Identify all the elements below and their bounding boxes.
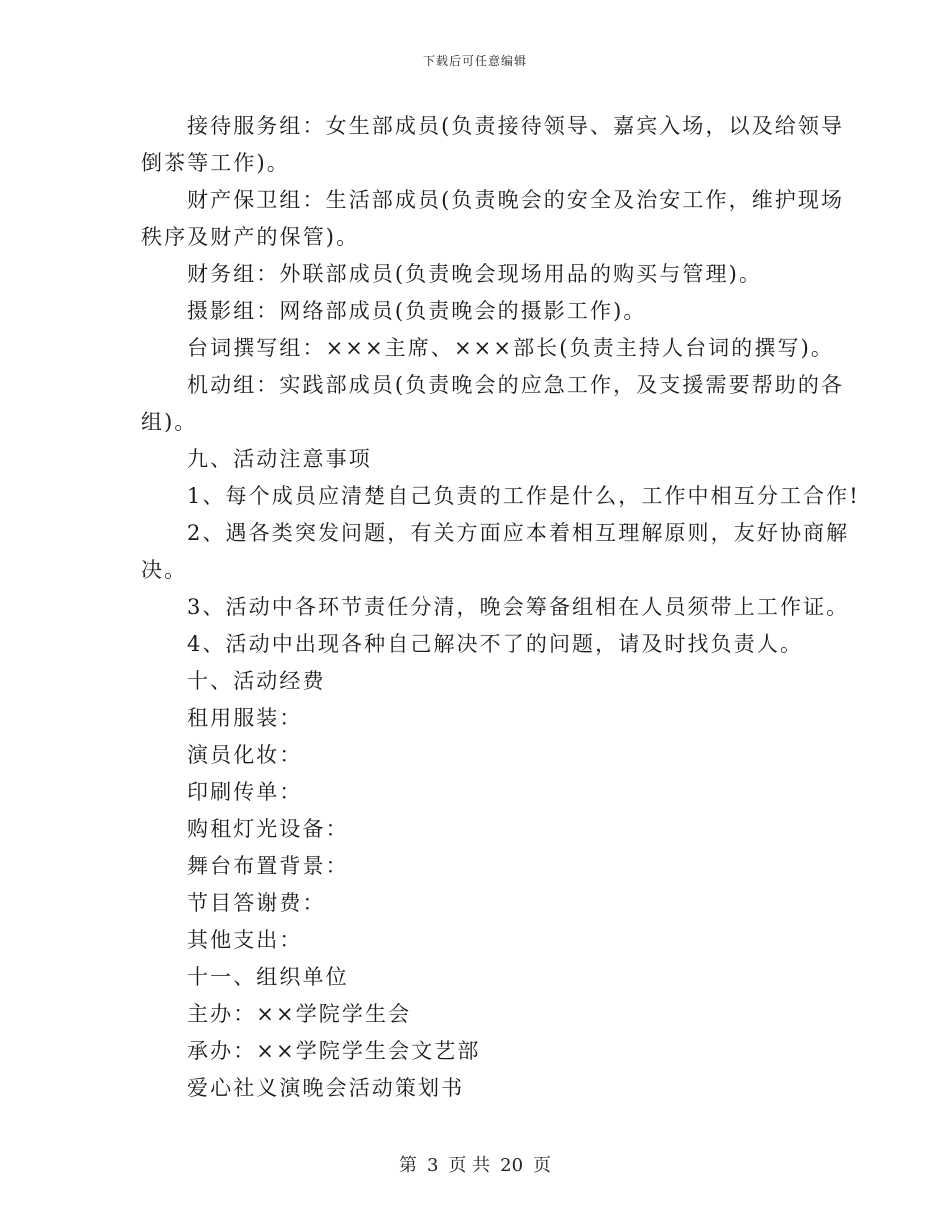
footer-prefix: 第 [398, 1155, 417, 1176]
text-line: 4、活动中出现各种自己解决不了的问题，请及时找负责人。 [187, 632, 804, 656]
footer-page-number: 3 [426, 1155, 439, 1176]
document-body [141, 108, 860, 1107]
text-line: 演员化妆： [187, 743, 303, 767]
text-line: 十一、组织单位 [187, 965, 349, 989]
text-line: 摄影组：网络部成员(负责晚会的摄影工作)。 [187, 299, 647, 323]
footer-middle: 页 共 [448, 1155, 491, 1176]
text-line: 秩序及财产的保管)。 [141, 225, 360, 249]
text-line: 九、活动注意事项 [187, 447, 372, 471]
text-line: 1、每个成员应清楚自己负责的工作是什么，工作中相互分工合作! [187, 484, 860, 508]
text-line: 2、遇各类突发问题，有关方面应本着相互理解原则，友好协商解 [187, 521, 850, 545]
page-header: 下载后可任意编辑 [422, 54, 527, 68]
text-line: 十、活动经费 [187, 669, 326, 693]
text-line: 主办：××学院学生会 [187, 1002, 412, 1026]
text-line: 租用服装： [187, 706, 303, 730]
text-line: 节目答谢费： [187, 891, 326, 915]
text-line: 3、活动中各环节责任分清，晚会筹备组相在人员须带上工作证。 [187, 595, 850, 619]
text-line: 财务组：外联部成员(负责晚会现场用品的购买与管理)。 [187, 262, 762, 286]
text-line: 倒茶等工作)。 [141, 151, 290, 175]
text-line: 接待服务组：女生部成员(负责接待领导、嘉宾入场，以及给领导 [187, 114, 845, 138]
text-line: 印刷传单： [187, 780, 303, 804]
text-line: 承办：××学院学生会文艺部 [187, 1039, 481, 1063]
page-footer [0, 1154, 950, 1178]
text-line: 组)。 [141, 410, 198, 434]
text-line: 财产保卫组：生活部成员(负责晚会的安全及治安工作，维护现场 [187, 188, 845, 212]
text-line: 其他支出： [187, 928, 303, 952]
footer-suffix: 页 [533, 1155, 552, 1176]
text-line: 机动组：实践部成员(负责晚会的应急工作，及支援需要帮助的各 [187, 373, 845, 397]
text-line: 购租灯光设备： [187, 817, 349, 841]
footer-total-pages: 20 [500, 1155, 524, 1176]
text-line: 爱心社义演晚会活动策划书 [187, 1076, 465, 1100]
text-line: 舞台布置背景： [187, 854, 349, 878]
text-line: 台词撰写组：×××主席、×××部长(负责主持人台词的撰写)。 [187, 336, 834, 360]
text-line: 决。 [141, 558, 188, 582]
